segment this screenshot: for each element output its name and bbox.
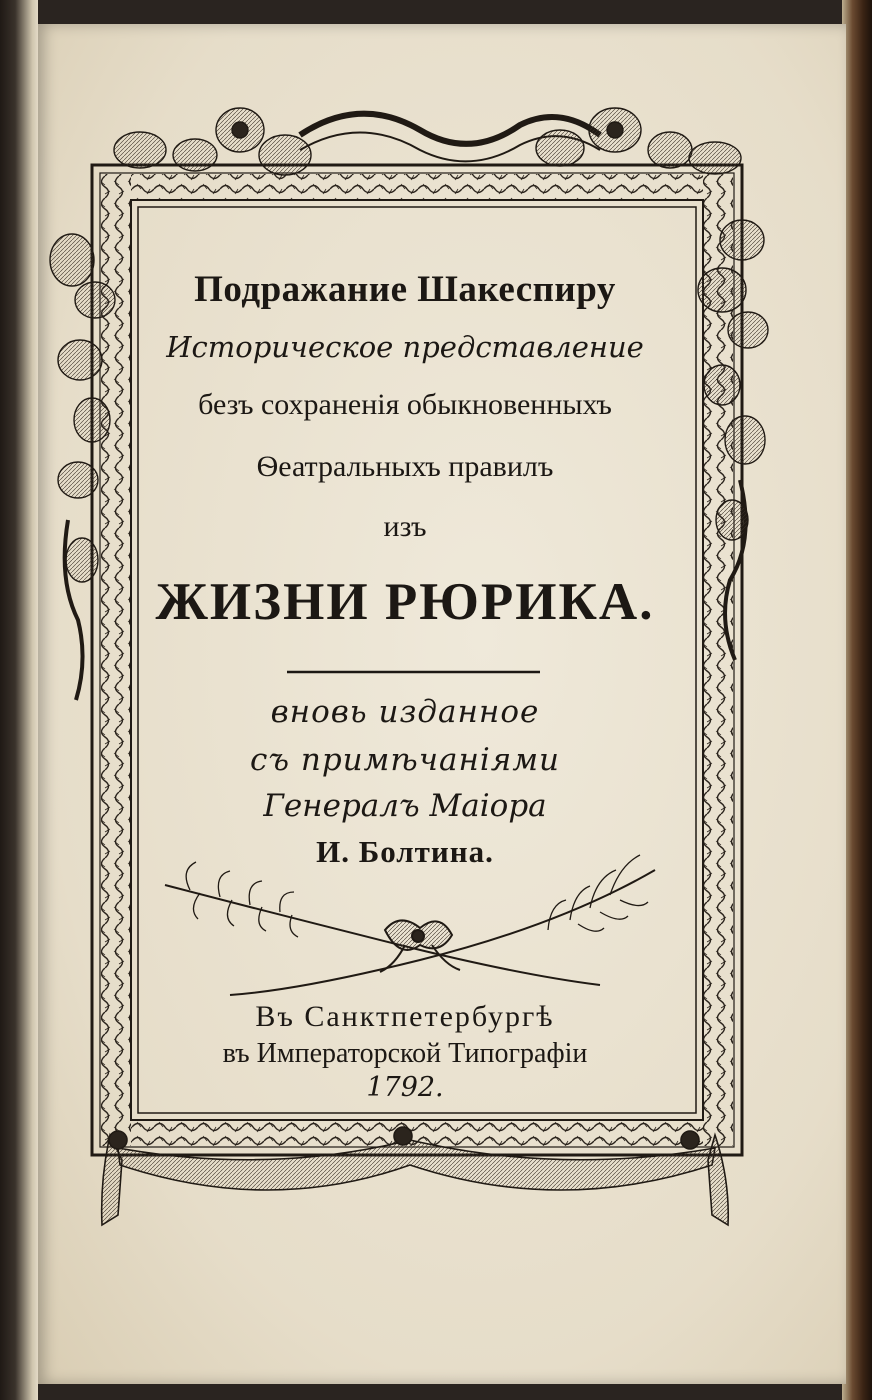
imprint-city: Въ Санктпетербургѣ	[255, 1000, 555, 1033]
title-line-2: Историческое представление	[166, 330, 644, 364]
crossed-branches-ornament	[165, 855, 655, 995]
author-name: И. Болтина.	[316, 834, 494, 869]
edition-line-1: вновь изданное	[270, 694, 540, 730]
title-line-4: Ѳеатральныхъ правилъ	[256, 450, 554, 483]
title-line-5: изъ	[383, 510, 427, 543]
edition-line-3: Генералъ Маіора	[263, 788, 547, 824]
imprint-press: въ Императорской Типографіи	[222, 1038, 588, 1069]
title-line-3: безъ сохраненія обыкновенныхъ	[198, 388, 612, 421]
main-title: ЖИЗНИ РЮРИКА.	[155, 573, 655, 631]
imprint-year: 1792.	[366, 1072, 444, 1103]
title-line-1: Подражание Шакеспиру	[194, 269, 616, 310]
edition-line-2: съ примѣчаніями	[250, 742, 560, 778]
